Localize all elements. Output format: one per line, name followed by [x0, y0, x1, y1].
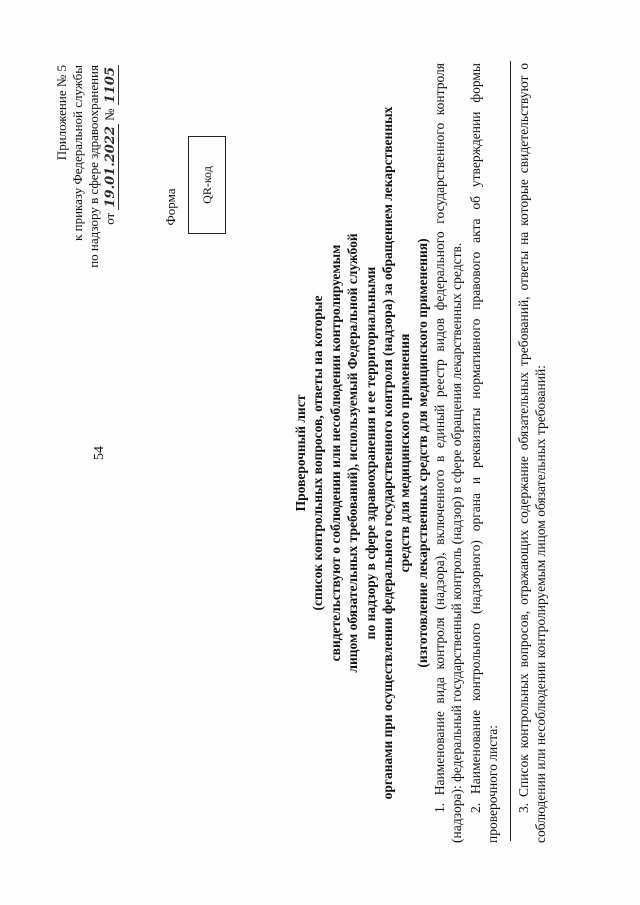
document-title [292, 53, 431, 853]
from-prefix: от [102, 212, 117, 225]
horizontal-rule [510, 61, 511, 841]
paragraph-1-text: 1. Наименование вида контроля (надзора), включенного в единый реестр видов федерального государственного контроля (надзора): федеральный государственный контроль (надзор) в сфере обращения лекарственных средств. [432, 62, 464, 843]
handwritten-number: 1105 [103, 66, 118, 103]
appendix-line-2: к приказу Федеральной службы [70, 64, 85, 241]
appendix-line-3: по надзору в сфере здравоохранения [86, 64, 101, 268]
form-label: Форма [163, 188, 178, 225]
paragraph-1 [432, 63, 465, 843]
paragraph-3-text: 3. Список контрольных вопросов, отражающих содержание обязательных требований, ответы на которые свидетельствуют о соблюдении или несоблюдении контролируемым лицом обязательных требований: [516, 62, 548, 843]
handwritten-date: 19.01.2022 [103, 125, 118, 208]
appendix-date-line [102, 65, 119, 365]
title-line-7: средств для медицинского применения [397, 333, 413, 572]
qr-code-label: QR-код [199, 165, 214, 204]
page-number: 54 [92, 445, 107, 460]
title-line-4: лицом обязательных требований), используемый Федеральной службой [345, 232, 361, 673]
title-line-6: органами при осуществлении федерального государственного контроля (надзора) за обращением лекарственных [380, 106, 396, 799]
paragraph-3 [516, 63, 549, 843]
appendix-header [54, 65, 119, 365]
qr-code-box [188, 136, 226, 234]
title-line-5: по надзору в сфере здравоохранения и ее территориальными [362, 266, 378, 639]
title-line-8: (изготовление лекарственных средств для медицинского применения) [414, 237, 430, 668]
rotated-content [20, 23, 620, 883]
paragraph-2-text: 2. Наименование контрольного (надзорного) органа и реквизиты нормативного правового акта об утверждении формы проверочного листа: [468, 62, 500, 843]
appendix-line-1: Приложение № 5 [54, 64, 69, 160]
number-label: № [102, 107, 117, 121]
title-line-3: свидетельствуют о соблюдении или несоблюдении контролируемым [327, 244, 343, 661]
title-line-2: (список контрольных вопросов, ответы на которые [310, 295, 326, 610]
paragraph-2 [468, 63, 501, 843]
title-line-1: Проверочный лист [293, 394, 308, 511]
